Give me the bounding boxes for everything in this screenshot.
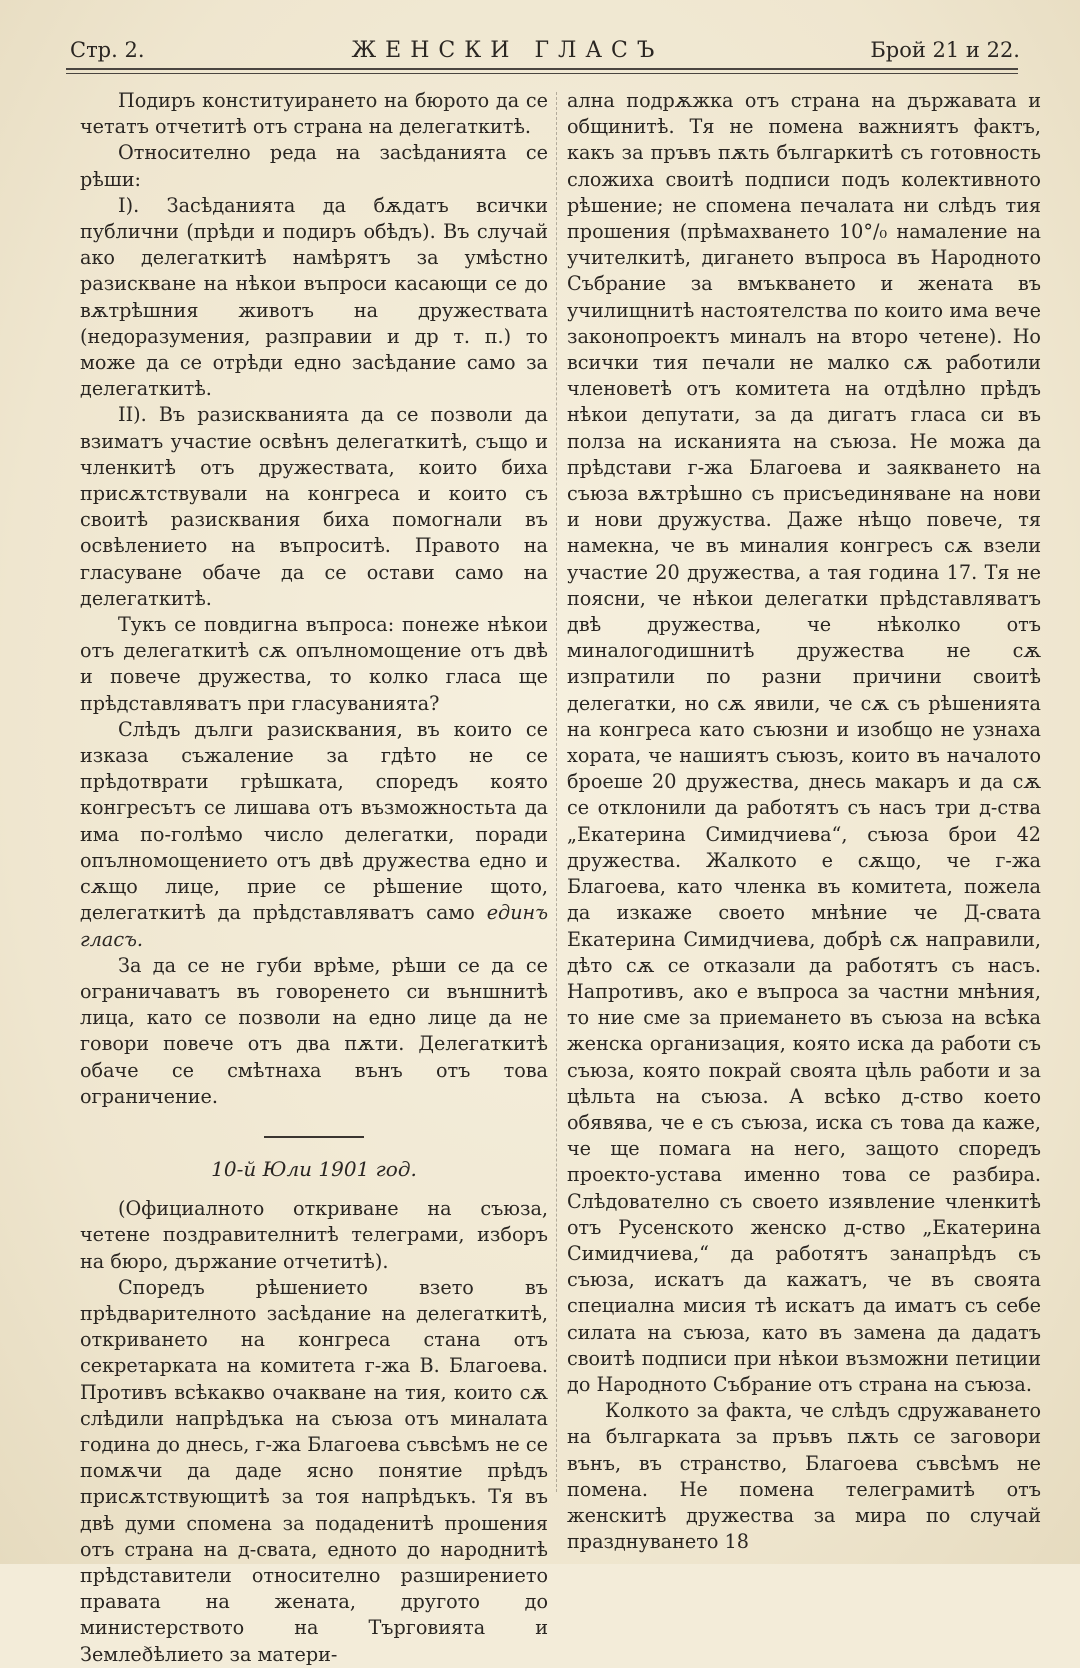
page-header [70, 32, 1020, 68]
paragraph: I). Засѣданията да бѫдатъ всички публични (прѣди и подиръ обѣдъ). Въ случай ако делегаткитѣ намѣрятъ за умѣстно разискване на нѣкои въпроси касающи се до вѫтрѣшния животъ на дружествата (недоразумения, разправии и др т. п.) то може да се отрѣди едно засѣдание само за делегаткитѣ. [80, 193, 548, 401]
paragraph: II). Въ разискванията да се позволи да взиматъ участие освѣнъ делегаткитѣ, също и членкитѣ отъ дружествата, които биха присѫтствували на конгреса и които съ своитѣ разисквания биха помогнали въ освѣлението на въпроситѣ. Правото на гласуване обаче да се остави само на делегаткитѣ. [80, 403, 548, 610]
paragraph: Относително реда на засѣданията се рѣши: [80, 141, 548, 191]
paragraph-text: Слѣдъ дълги разисквания, въ които се изказа съжаление за гдѣто не се прѣдотврати грѣшката, споредъ която конгресътъ се лишава отъ възможностьта да има по-голѣмо число делегатки, поради опълномощението отъ двѣ дружества едно и сѫщо лице, прие се рѣшение щото, делегаткитѣ да прѣдставляватъ само [80, 717, 548, 925]
paragraph: Подиръ конституирането на бюрото да се четатъ отчетитѣ отъ страна на делегаткитѣ. [80, 89, 548, 139]
right-column [567, 88, 1041, 1555]
header-rule [66, 68, 1018, 74]
paragraph: Колкото за факта, че слѣдъ сдружаването на българката за пръвъ пѫть се заговори вънъ, въ странство, Благоева съвсѣмъ не помена. Не помена телеграмитѣ отъ женскитѣ дружества за мира по случай празднуването 18 [567, 1399, 1041, 1554]
paragraph: Споредъ рѣшението взето въ прѣдварителното засѣдание на делегаткитѣ, откриването на конгреса стана отъ секретарката на комитета г-жа В. Благоева. Противъ всѣкакво очакване на тия, които сѫ слѣдили напрѣдъка на съюза отъ миналата година до днесь, г-жа Благоева съвсѣмъ не се помѫчи да даде ясно понятие прѣдъ присѫтствующитѣ за тоя напрѣдъкъ. Тя въ двѣ думи спомена за подаденитѣ прошения отъ страна на д-свата, едното до народнитѣ прѣдставители относително разширението правата на жената, другото до министерството на Търговията и Землеðѣлието за матери- [80, 1275, 548, 1666]
emphasis-text: единъ гласъ. [80, 901, 548, 951]
paragraph: (Официалното откриване на съюза, четене поздравителнитѣ телеграми, изборъ на бюро, държание отчетитѣ). [80, 1197, 548, 1273]
newspaper-title: ЖЕНСКИ ГЛАСЪ [351, 37, 664, 63]
section-date: 10-й Юли 1901 год. [211, 1156, 417, 1181]
column-divider [556, 92, 557, 1492]
paragraph: ална подрѫжка отъ страна на държавата и общинитѣ. Тя не помена важниятъ фактъ, какъ за пръвъ пѫть българкитѣ съ готовность сложиха своитѣ подписи подъ колективното рѣшение; не спомена печалата ни слѣдъ тия прошения (прѣмахването 10°/₀ намаление на учителкитѣ, дигането въпроса въ Народното Събрание за вмъкването и жената въ училищнитѣ настоятелства по които има вече законопроектъ миналъ на второ четене). Но всички тия печали не малко сѫ работили членоветѣ отъ комитета на отдѣлно прѣдъ нѣкои депутати, за да дигатъ гласа си въ полза на исканията на съюза. Не можа да прѣдстави г-жа Благоева и заякването на съюза вѫтрѣшно съ присъединяване на нови и нови дружуства. Даже нѣщо повече, тя намекна, че въ миналия конгресъ сѫ взели участие 20 дружества, а тая година 17. Тя не поясни, че нѣкои делегатки прѣдставляватъ двѣ дружества, че нѣколко отъ миналогодишнитѣ дружества не сѫ изпратили по разни причини своитѣ делегатки, но сѫ явили, че сѫ съ рѣшенията на конгреса като съюзни и изобщо не узнаха хората, че нашиятъ съюзъ, които въ началото броеше 20 дружества, днесь макаръ и да сѫ се отклонили да работятъ съ насъ три д-ства „Екатерина Симидчиева“, съюза брои 42 дружества. Жалкото е сѫщо, че г-жа Благоева, като членка въ комитета, пожела да изкаже своето мнѣние че Д-свата Екатерина Симидчиева, добрѣ сѫ направили, дѣто сѫ се отказали да работятъ съ насъ. Напротивъ, ако е въпроса за частни мнѣния, то ние сме за приемането въ съюза на всѣка женска организация, която иска да работи съ съюза, която покрай своята цѣль работи и за цѣльта на съюза. А всѣко д-ство което обявява, че е съ съюза, иска съ това да каже, че ще помага на него, защото споредъ проекто-устава именно това се разбира. Слѣдователно съ своето изявление членкитѣ отъ Русенското женско д-ство „Екатерина Симидчиева,“ да работятъ занапрѣдъ съ съюза, искатъ да кажатъ, че въ своята специална мисия тѣ искатъ да иматъ съ себе силата на съюза, като въ замена да дадатъ своитѣ подписи при нѣкои възможни петиции до Народното Събрание отъ страна на съюза. [567, 89, 1041, 1396]
paragraph: Тукъ се повдигна въпроса: понеже нѣкои отъ делегаткитѣ сѫ опълномощение отъ двѣ и повече дружества, то колко гласа ще прѣдставляватъ при гласуванията? [80, 613, 548, 715]
section-separator [264, 1136, 364, 1138]
paragraph: За да се не губи врѣме, рѣши се да се ограничаватъ въ говоренето си външнитѣ лица, като се позволи на едно лице да не говори повече отъ два пѫти. Делегаткитѣ обаче се смѣтнаха вънъ отъ това ограничение. [80, 953, 548, 1108]
left-column [80, 88, 548, 1668]
page-number: Стр. 2. [70, 38, 145, 62]
paragraph [80, 717, 548, 953]
issue-number: Брой 21 и 22. [870, 38, 1020, 62]
